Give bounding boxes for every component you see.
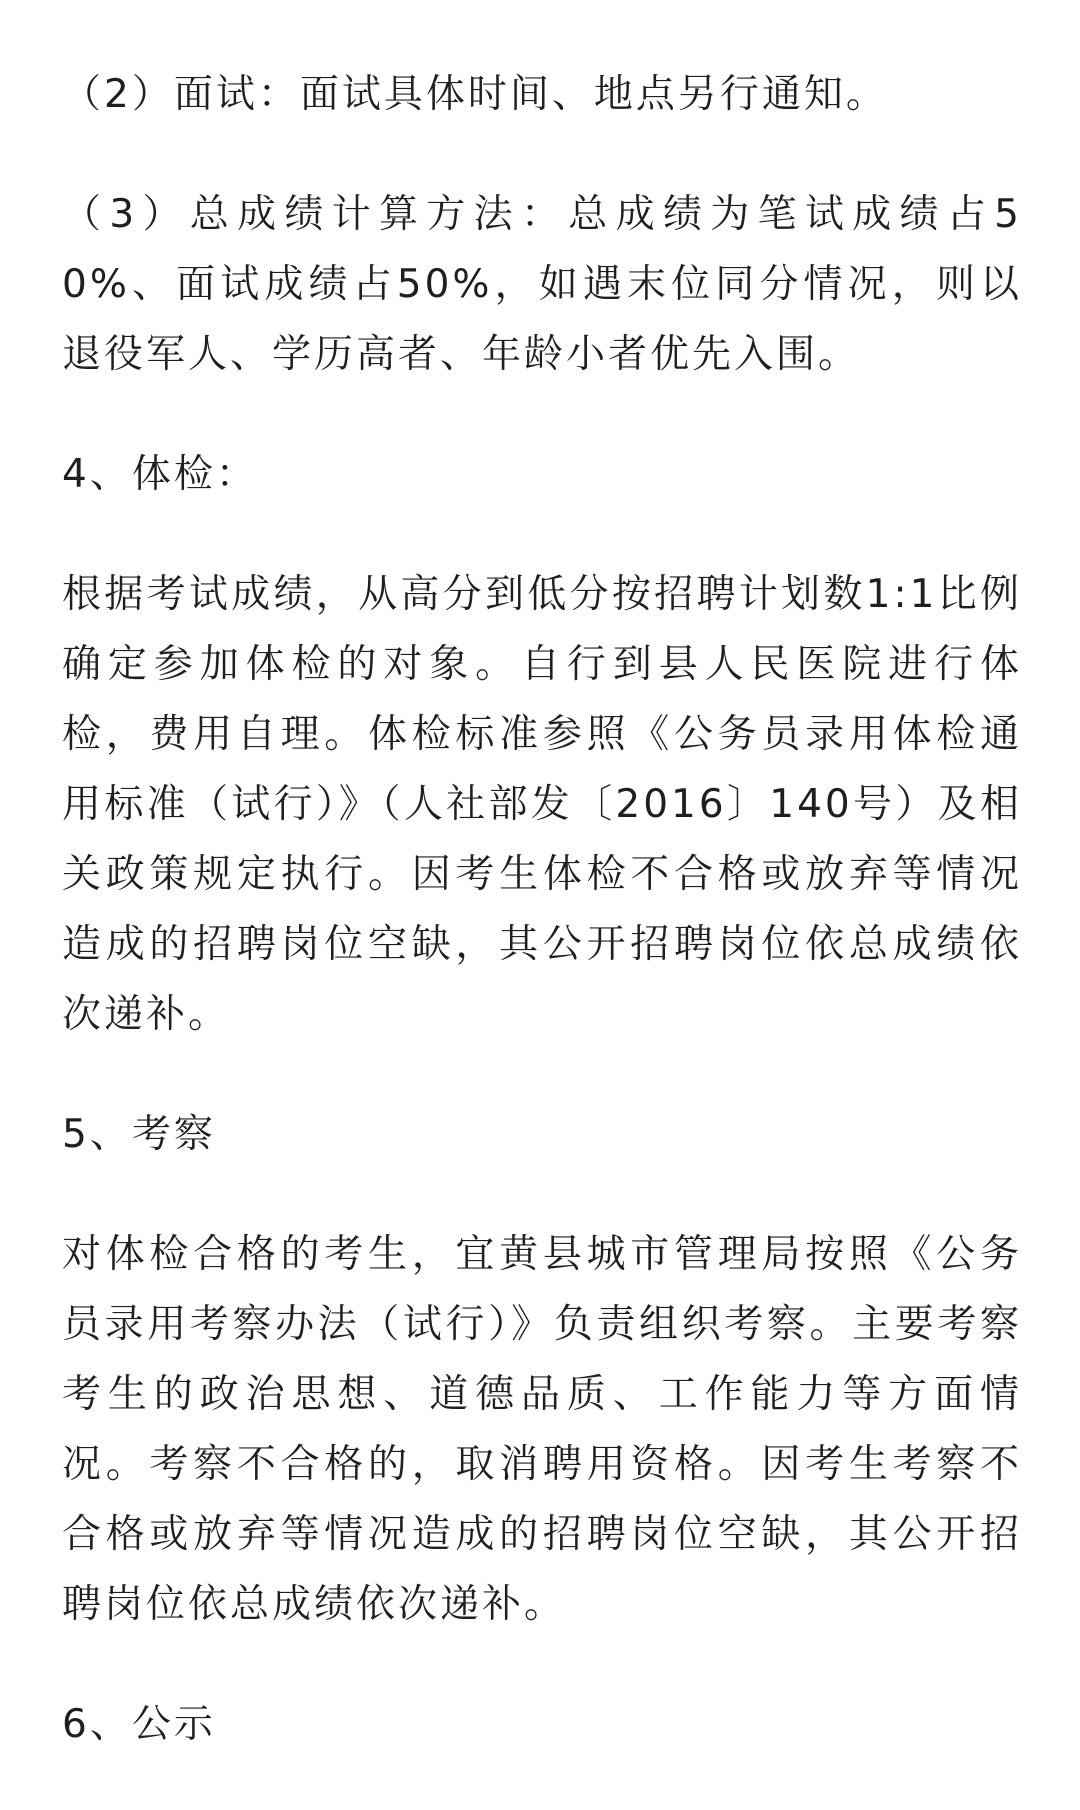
article-body — [62, 60, 1022, 1810]
paragraph-interview: （2）面试：面试具体时间、地点另行通知。 — [62, 72, 888, 117]
section-heading-physical-exam: 4、体检： — [62, 452, 258, 497]
paragraph-investigation: 对体检合格的考生，宜黄县城市管理局按照《公务员录用考察办法（试行）》负责组织考察。主要考察考生的政治思想、道德品质、工作能力等方面情况。考察不合格的，取消聘用资格。因考生考察不合格或放弃等情况造成的招聘岗位空缺，其公开招聘岗位依总成绩依次递补。 — [62, 1232, 1022, 1627]
section-heading-investigation: 5、考察 — [62, 1112, 216, 1157]
paragraph-physical-exam: 根据考试成绩，从高分到低分按招聘计划数1:1比例确定参加体检的对象。自行到县人民医院进行体检，费用自理。体检标准参照《公务员录用体检通用标准（试行）》（人社部发〔2016〕140号）及相关政策规定执行。因考生体检不合格或放弃等情况造成的招聘岗位空缺，其公开招聘岗位依总成绩依次递补。 — [62, 572, 1022, 1037]
section-heading-publicity: 6、公示 — [62, 1702, 216, 1747]
paragraph-total-score: （3）总成绩计算方法：总成绩为笔试成绩占50%、面试成绩占50%，如遇末位同分情况，则以退役军人、学历高者、年龄小者优先入围。 — [62, 192, 1022, 377]
